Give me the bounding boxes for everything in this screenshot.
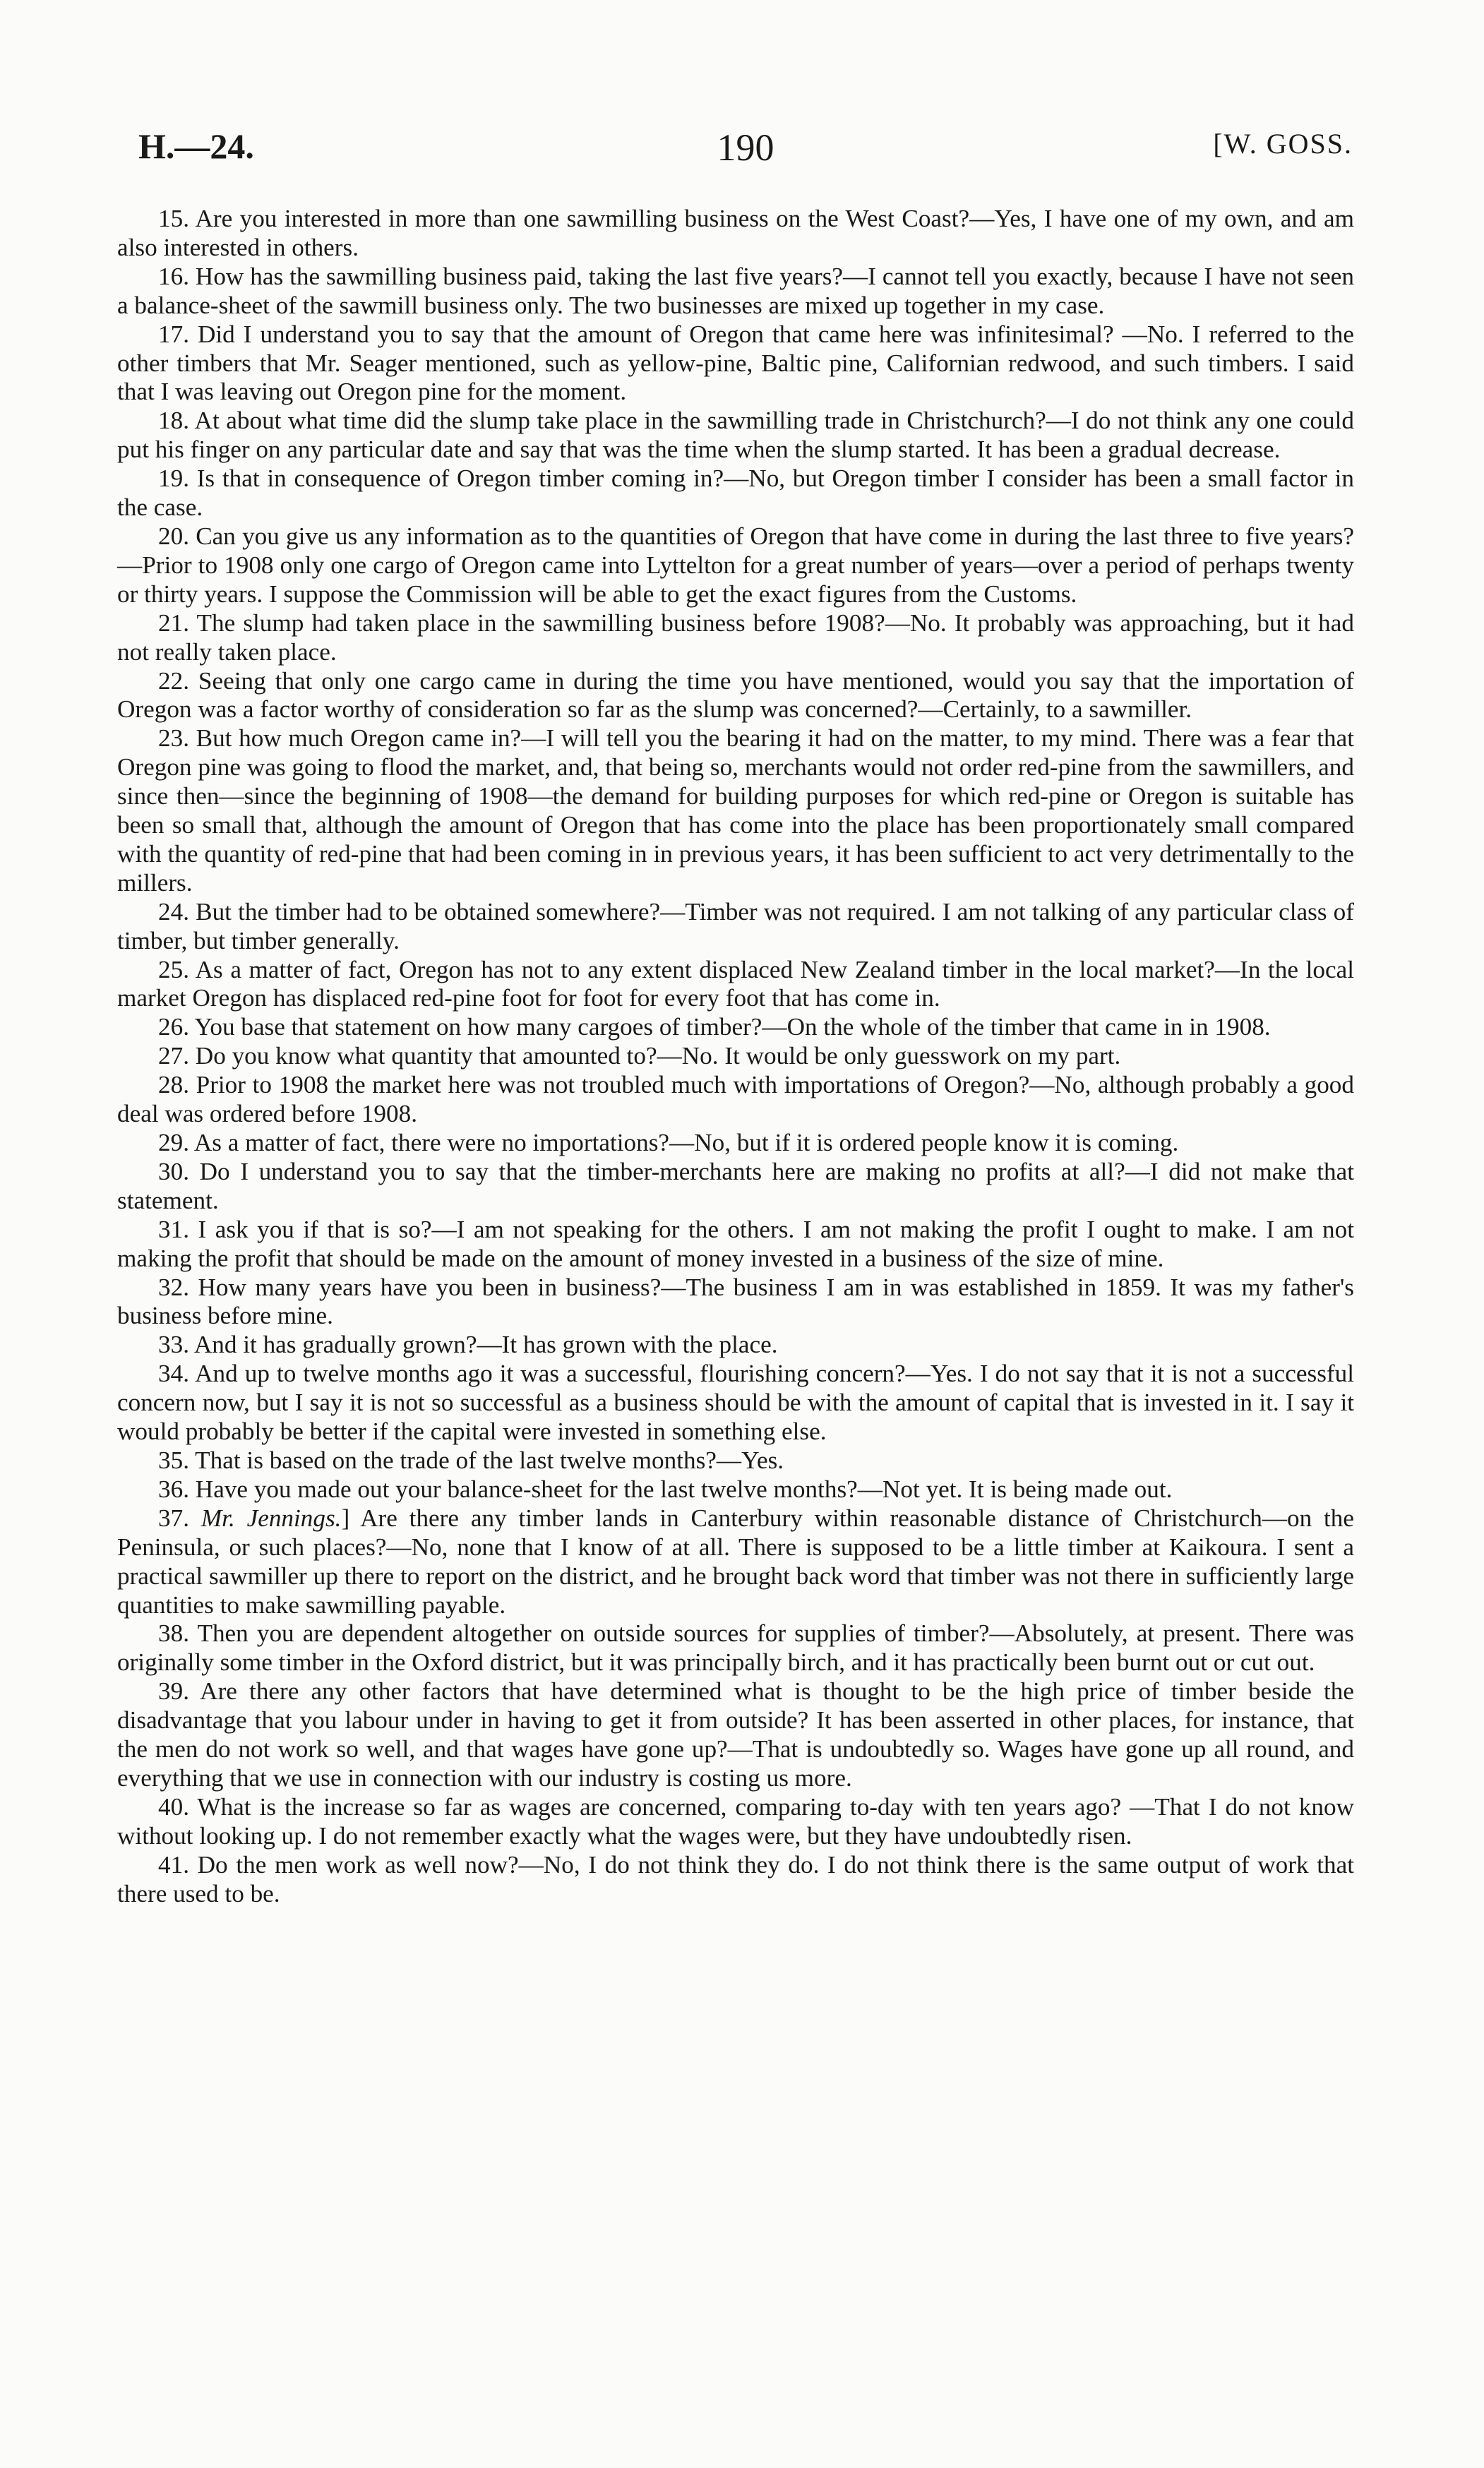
question-24: 24. But the timber had to be obtained somewhere?—Timber was not required. I am not talking of any particular class of timber, but timber generally. bbox=[117, 897, 1354, 954]
question-16: 16. How has the sawmilling business paid, taking the last five years?—I cannot tell you exactly, because I have not seen a balance-sheet of the sawmill business only. The two businesses are mixed up together in my case. bbox=[117, 262, 1354, 319]
question-38: 38. Then you are dependent altogether on outside sources for supplies of timber?—Absolutely, at present. There was originally some timber in the Oxford district, but it was principally birch, and it has practically been burnt out or cut out. bbox=[117, 1619, 1354, 1677]
question-41: 41. Do the men work as well now?—No, I do not think they do. I do not think there is the same output of work that there used to be. bbox=[117, 1850, 1354, 1907]
question-34: 34. And up to twelve months ago it was a successful, flourishing concern?—Yes. I do not say that it is not a successful concern now, but I say it is not so successful as a business should be with the amount of capital that is invested in it. I say it would probably be better if the capital were invested in something else. bbox=[117, 1360, 1354, 1446]
question-28: 28. Prior to 1908 the market here was not troubled much with importations of Oregon?—No, although probably a good deal was ordered before 1908. bbox=[117, 1071, 1354, 1128]
question-39: 39. Are there any other factors that have determined what is thought to be the high price of timber beside the disadvantage that you labour under in having to get it from outside? It has been asserted in other places, for instance, that the men do not work so well, and that wages have gone up?—That is undoubtedly so. Wages have gone up all round, and everything that we use in connection with our industry is costing us more. bbox=[117, 1677, 1354, 1792]
question-17: 17. Did I understand you to say that the amount of Oregon that came here was infinitesimal? —No. I referred to the other timbers that Mr. Seager mentioned, such as yellow-pine, Baltic pine, Californian redwood, and such timbers. I said that I was leaving out Oregon pine for the moment. bbox=[117, 320, 1354, 406]
question-37-number: 37. bbox=[158, 1504, 201, 1532]
report-reference: H.—24. bbox=[138, 126, 254, 166]
page-number: 190 bbox=[717, 126, 774, 169]
question-35: 35. That is based on the trade of the last twelve months?—Yes. bbox=[158, 1446, 784, 1474]
question-27: 27. Do you know what quantity that amounted to?—No. It would be only guesswork on my part. bbox=[158, 1042, 1121, 1070]
evidence-transcript bbox=[117, 205, 1354, 1908]
running-header bbox=[138, 126, 1353, 175]
question-37-text: ] Are there any timber lands in Canterbury within reasonable distance of Christchurch—on the Peninsula, or such places?—No, none that I know of at all. There is supposed to be a little timber at Kaikoura. I sent a practical sawmiller up there to report on the district, and he brought back word that timber was not there in sufficiently large quantities to make sawmilling payable. bbox=[117, 1504, 1354, 1619]
question-22: 22. Seeing that only one cargo came in during the time you have mentioned, would you say that the importation of Oregon was a factor worthy of consideration so far as the slump was concerned?—Certainly, to a sawmiller. bbox=[117, 666, 1354, 724]
speaker-name: Mr. Jennings. bbox=[201, 1504, 342, 1532]
question-36: 36. Have you made out your balance-sheet for the last twelve months?—Not yet. It is being made out. bbox=[158, 1475, 1173, 1503]
question-21: 21. The slump had taken place in the sawmilling business before 1908?—No. It probably was approaching, but it had not really taken place. bbox=[117, 609, 1354, 666]
question-15: 15. Are you interested in more than one sawmilling business on the West Coast?—Yes, I have one of my own, and am also interested in others. bbox=[117, 205, 1354, 261]
question-19: 19. Is that in consequence of Oregon timber coming in?—No, but Oregon timber I consider has been a small factor in the case. bbox=[117, 465, 1354, 522]
question-26: 26. You base that statement on how many cargoes of timber?—On the whole of the timber that came in in 1908. bbox=[158, 1013, 1271, 1041]
question-20: 20. Can you give us any information as to the quantities of Oregon that have come in during the last three to five years?—Prior to 1908 only one cargo of Oregon came into Lyttelton for a great number of years—over a period of perhaps twenty or thirty years. I suppose the Commission will be able to get the exact figures from the Customs. bbox=[117, 522, 1354, 608]
question-25: 25. As a matter of fact, Oregon has not to any extent displaced New Zealand timber in the local market?—In the local market Oregon has displaced red-pine foot for foot for every foot that has come in. bbox=[117, 955, 1354, 1012]
question-32: 32. How many years have you been in business?—The business I am in was established in 1859. It was my father's business before mine. bbox=[117, 1273, 1354, 1330]
question-23: 23. But how much Oregon came in?—I will tell you the bearing it had on the matter, to my mind. There was a fear that Oregon pine was going to flood the market, and, that being so, merchants would not order red-pine from the sawmillers, and since then—since the beginning of 1908—the demand for building purposes for which red-pine or Oregon is suitable has been so small that, although the amount of Oregon that has come into the place has been proportionately small compared with the quantity of red-pine that had been coming in in previous years, it has been sufficient to act very detrimentally to the millers. bbox=[117, 724, 1354, 897]
question-37 bbox=[117, 1504, 1354, 1620]
witness-name: [W. GOSS. bbox=[1213, 128, 1353, 160]
question-33: 33. And it has gradually grown?—It has grown with the place. bbox=[158, 1331, 778, 1359]
question-31: 31. I ask you if that is so?—I am not speaking for the others. I am not making the profit I ought to make. I am not making the profit that should be made on the amount of money invested in a business of the size of mine. bbox=[117, 1215, 1354, 1272]
question-29: 29. As a matter of fact, there were no importations?—No, but if it is ordered people know it is coming. bbox=[158, 1129, 1179, 1156]
question-40: 40. What is the increase so far as wages are concerned, comparing to-day with ten years ago? —That I do not know without looking up. I do not remember exactly what the wages were, but they have undoubtedly risen. bbox=[117, 1792, 1354, 1850]
question-30: 30. Do I understand you to say that the timber-merchants here are making no profits at all?—I did not make that statement. bbox=[117, 1157, 1354, 1214]
question-18: 18. At about what time did the slump take place in the sawmilling trade in Christchurch?—I do not think any one could put his finger on any particular date and say that was the time when the slump started. It has been a gradual decrease. bbox=[117, 407, 1354, 464]
